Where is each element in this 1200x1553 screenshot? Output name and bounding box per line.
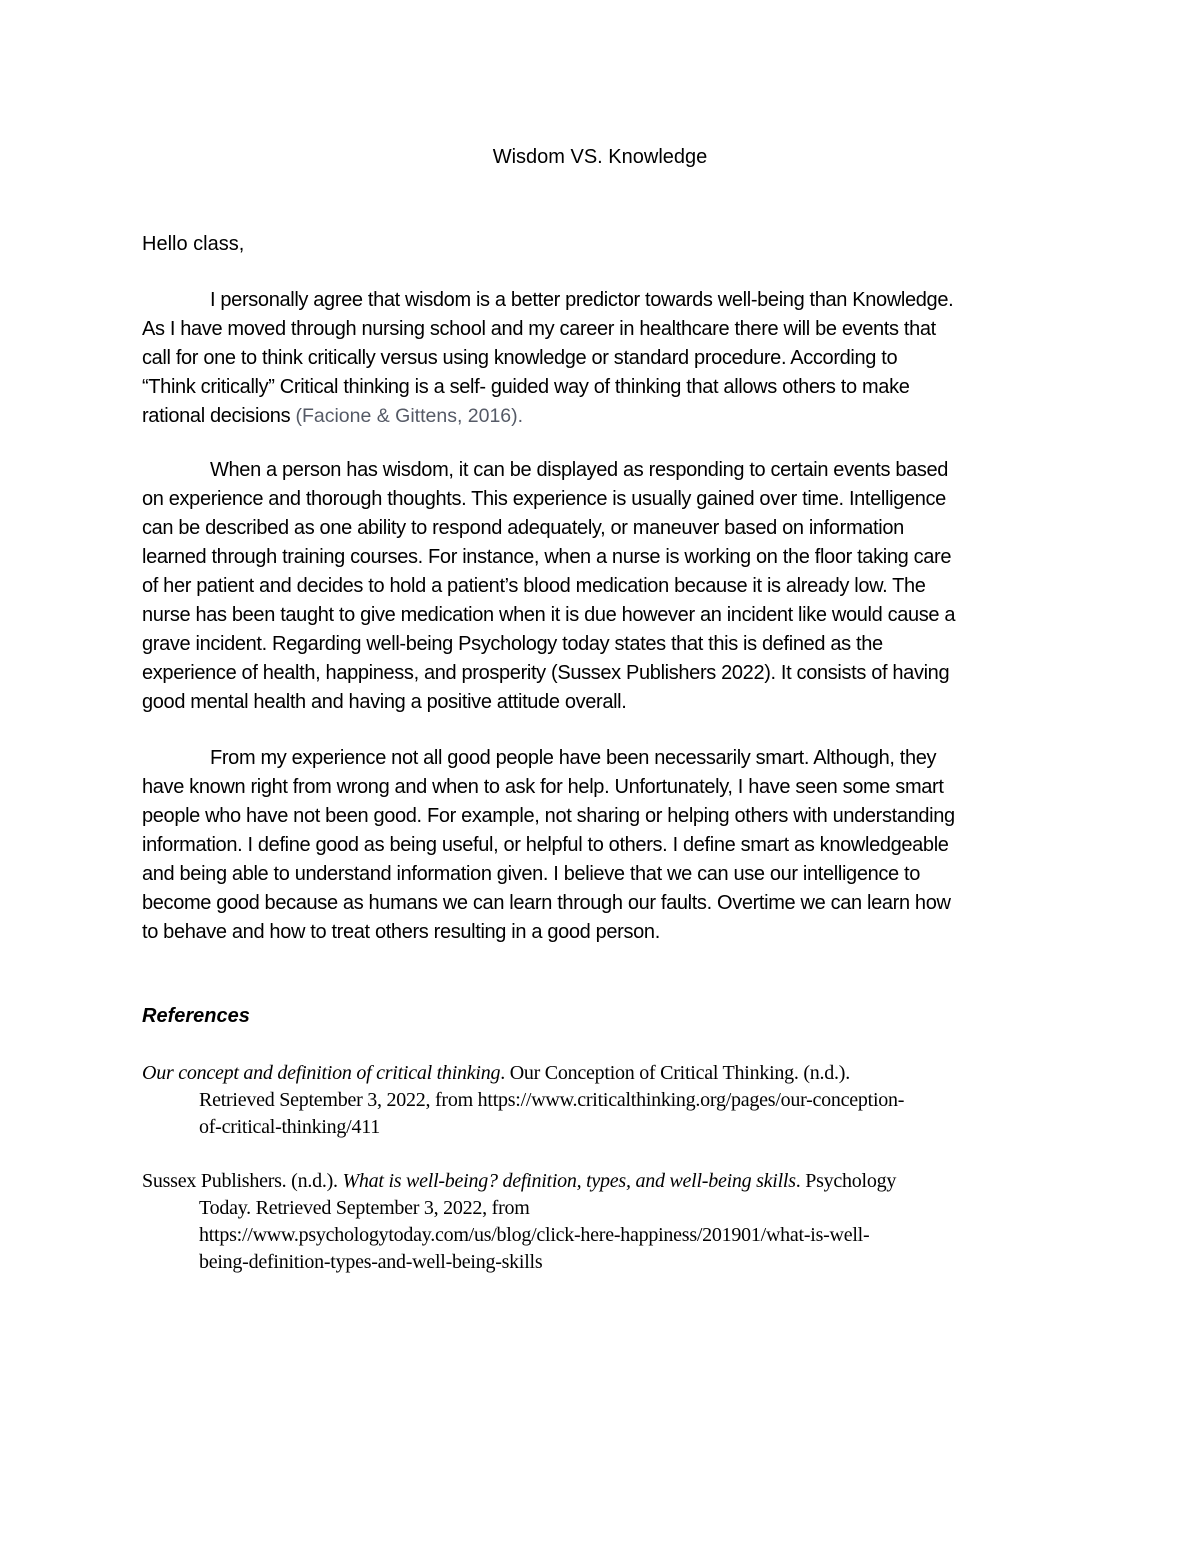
reference-line: https://www.psychologytoday.com/us/blog/click-here-happiness/201901/what-is-well- [199, 1224, 870, 1246]
reference-title: Our concept and definition of critical thinking [142, 1062, 501, 1084]
reference-line: Today. Retrieved September 3, 2022, from [199, 1197, 530, 1219]
paragraph-3 [142, 744, 1064, 947]
paragraph-line: learned through training courses. For instance, when a nurse is working on the floor taking care [142, 546, 952, 568]
in-text-citation: (Facione & Gittens, 2016). [295, 405, 524, 427]
paragraph-line: experience of health, happiness, and prosperity (Sussex Publishers 2022). It consists of having [142, 662, 950, 684]
paragraph-line: “Think critically” Critical thinking is a self- guided way of thinking that allows others to make [142, 376, 910, 398]
reference-line: being-definition-types-and-well-being-skills [199, 1251, 543, 1273]
paragraph-line: can be described as one ability to respond adequately, or maneuver based on information [142, 517, 904, 539]
reference-line [142, 1168, 1072, 1195]
document-title: Wisdom VS. Knowledge [492, 146, 708, 168]
references-heading: References [142, 1005, 250, 1027]
reference-line [142, 1060, 1072, 1087]
paragraph-line: have known right from wrong and when to ask for help. Unfortunately, I have seen some smart [142, 776, 944, 798]
reference-line: Retrieved September 3, 2022, from https://www.criticalthinking.org/pages/our-conception- [199, 1089, 905, 1111]
paragraph-line: people who have not been good. For example, not sharing or helping others with understanding [142, 805, 955, 827]
reference-text: . Psychology [795, 1170, 897, 1192]
reference-text: . Our Conception of Critical Thinking. (n.d.). [500, 1062, 850, 1084]
paragraph-line: rational decisions [142, 405, 296, 427]
greeting: Hello class, [142, 233, 245, 255]
paragraph-line: and being able to understand information given. I believe that we can use our intelligence to [142, 863, 920, 885]
paragraph-line: call for one to think critically versus using knowledge or standard procedure. According to [142, 347, 898, 369]
paragraph-line: As I have moved through nursing school and my career in healthcare there will be events that [142, 318, 936, 340]
paragraph-line: to behave and how to treat others resulting in a good person. [142, 921, 660, 943]
paragraph-line: I personally agree that wisdom is a better predictor towards well-being than Knowledge. [210, 289, 954, 311]
paragraph-line: on experience and thorough thoughts. This experience is usually gained over time. Intelligence [142, 488, 946, 510]
reference-title: What is well-being? definition, types, and well-being skills [342, 1170, 796, 1192]
paragraph-line-with-citation [142, 402, 1064, 431]
paragraph-1 [142, 286, 1064, 431]
paragraph-line: information. I define good as being useful, or helpful to others. I define smart as knowledgeable [142, 834, 949, 856]
reference-author: Sussex Publishers. (n.d.). [142, 1170, 343, 1192]
paragraph-line: When a person has wisdom, it can be displayed as responding to certain events based [210, 459, 949, 481]
paragraph-line: of her patient and decides to hold a patient’s blood medication because it is already low. The [142, 575, 926, 597]
paragraph-line: good mental health and having a positive attitude overall. [142, 691, 627, 713]
reference-entry-2 [142, 1168, 1072, 1276]
reference-line: of-critical-thinking/411 [199, 1116, 380, 1138]
reference-entry-1 [142, 1060, 1072, 1141]
paragraph-line: grave incident. Regarding well-being Psychology today states that this is defined as the [142, 633, 883, 655]
paragraph-line: become good because as humans we can learn through our faults. Overtime we can learn how [142, 892, 951, 914]
paragraph-line: nurse has been taught to give medication when it is due however an incident like would cause a [142, 604, 956, 626]
paragraph-line: From my experience not all good people have been necessarily smart. Although, they [210, 747, 937, 769]
paragraph-2 [142, 456, 1064, 717]
